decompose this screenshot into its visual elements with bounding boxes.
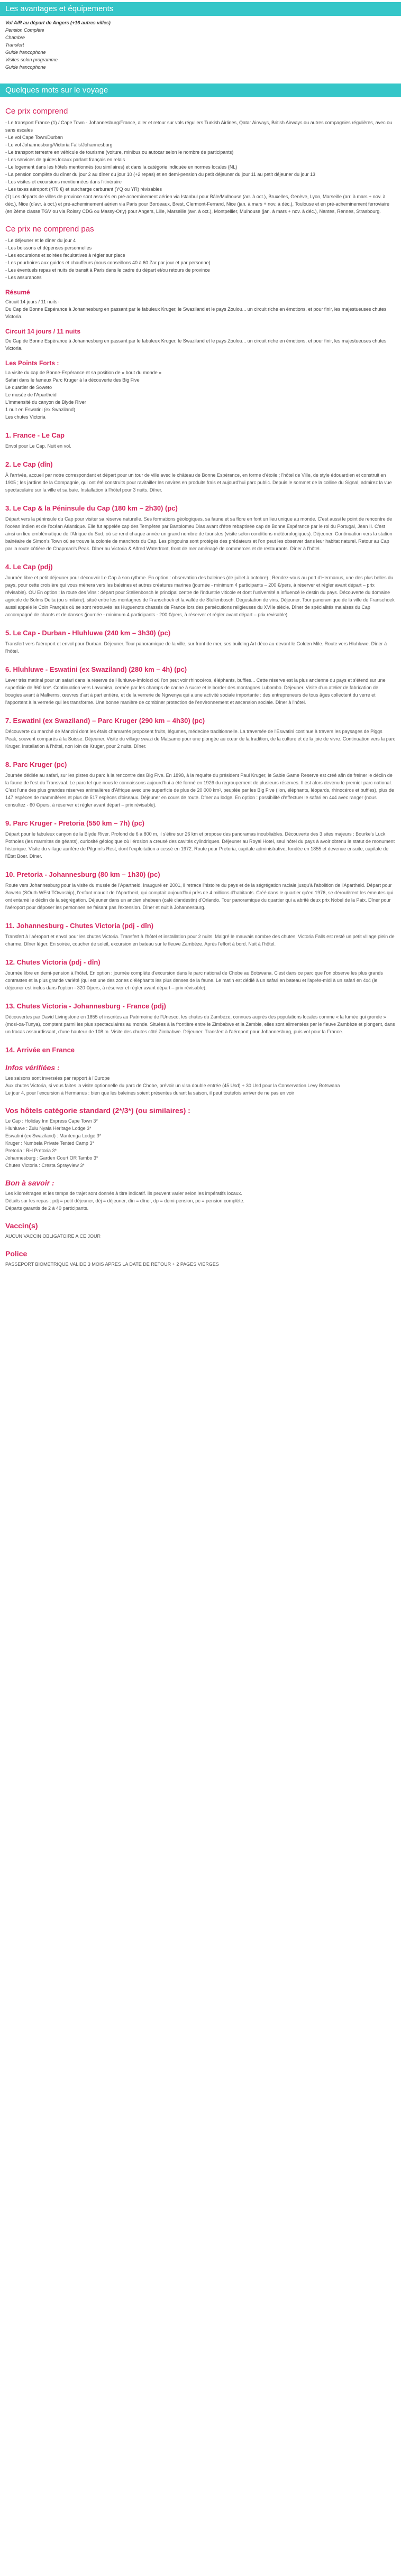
included-line: - Les taxes aéroport (470 €) et surcharge carburant (YQ ou YR) révisables	[5, 187, 162, 192]
included-section	[0, 107, 401, 215]
included-title: Ce prix comprend	[5, 107, 68, 116]
day-description: Départ pour le fabuleux canyon de la Blyde River. Profond de 6 à 800 m, il s'étire sur 26 km et propose des panoramas inoubliables. Découverte des 3 sites majeurs : Bourke's Luck Potholes (les marmites de géants), curiosité géologique où l'érosion a creusé des cavités cylindriques. Déjeuner au Royal Hotel, seul hôtel du pays à avoir obtenu le statut de monument historique. Visite du village aurifère de Pilgrim's Rest, dont l'exploitation a cessé en 1972. Route pour Pretoria, capitale administrative, fondée en 1855 et devenue ensuite, capitale de l'État Boer. Dîner.	[5, 831, 395, 859]
included-line: - La pension complète du dîner du jour 2 au dîner du jour 10 (+2 repas) et en demi-pension du petit déjeuner du jour 11 au petit déjeuner du jour 13	[5, 172, 315, 177]
circuit-section	[0, 328, 401, 352]
excluded-line: - Les excursions et soirées facultatives à régler sur place	[5, 253, 125, 258]
itinerary-day	[0, 504, 401, 552]
itinerary-day	[0, 1002, 401, 1035]
itinerary-day	[0, 665, 401, 706]
day-title: 2. Le Cap (dîn)	[5, 460, 53, 468]
excluded-text	[5, 237, 396, 281]
day-title: 4. Le Cap (pdj)	[5, 563, 53, 571]
good-to-know-line: Les kilométrages et les temps de trajet sont donnés à titre indicatif. Ils peuvent varier selon les impératifs locaux.	[5, 1191, 242, 1196]
excluded-title: Ce prix ne comprend pas	[5, 225, 94, 234]
amenities-band	[0, 2, 401, 16]
day-title: 5. Le Cap - Durban - Hluhluwe (240 km – 3h30) (pc)	[5, 629, 171, 637]
amenity-item: Vol A/R au départ de Angers (+16 autres villes)	[5, 20, 111, 25]
itinerary-day	[0, 819, 401, 860]
hotel-line: Pretoria : RH Pretoria 3*	[5, 1148, 57, 1153]
good-to-know-title: Bon à savoir :	[5, 1179, 54, 1187]
excluded-line: - Les pourboires aux guides et chauffeurs (nous conseillons 40 à 60 Zar par jour et par personne)	[5, 260, 211, 265]
hotel-line: Chutes Victoria : Cresta Sprayview 3*	[5, 1163, 85, 1168]
itinerary-day	[0, 629, 401, 655]
excluded-line: - Les assurances	[5, 275, 42, 280]
day-description: Découverte du marché de Manzini dont les étals chamarrés proposent fruits, légumes, médecine traditionnelle. La traversée de l'Eswatini continue à travers les paysages de Piggs Peak, souvent comparés à la Suisse. Déjeuner. Visite du village swazi de Matsamo pour une plongée au cœur de la tradition, de la culture et de la joie de vivre. Continuation vers la parc Kruger. Installation à l'hôtel, non loin de Kruger, pour 2 nuits. Dîner.	[5, 729, 396, 749]
day-description: Transfert vers l'aéroport et envol pour Durban. Déjeuner. Tour panoramique de la ville, sur front de mer, ses building Art déco au-devant le Golden Mile. Route vers Hluhluwe. Dîner à l'hôtel.	[5, 641, 387, 654]
useful-info-text	[5, 1074, 396, 1097]
day-description: Lever très matinal pour un safari dans la réserve de Hluhluwe-Imfolozi où l'on peut voir rhinocéros, éléphants, buffles... Cette réserve est la plus ancienne du pays et s'étend sur une superficie de 960 km². Continuation vers Lavumisa, cernée par les champs de canne à sucre et le border des montagnes Lubombo. Déjeuner. Visite d'un atelier de fabrication de bougies avant à Malkerns, œuvres d'art à part entière, et de la verrerie de Ngwenya qui a une activité sociale importante : des entrepreneurs de tous âges collectent du verre et l'apportent à la verrerie qui les transforme. Une bonne manière de combiner protection de l'environnement et ascension sociale. Dîner à l'hôtel.	[5, 678, 386, 705]
hotel-line: Kruger : Numbela Private Tented Camp 3*	[5, 1141, 94, 1146]
good-to-know-section	[0, 1179, 401, 1212]
day-title: 10. Pretoria - Johannesburg (80 km – 1h30) (pc)	[5, 870, 160, 878]
day-description: Route vers Johannesburg pour la visite du musée de l'Apartheid. Inauguré en 2001, il retrace l'histoire du pays et de la ségrégation raciale jusqu'à l'abolition de l'Apartheid. Départ pour Soweto (SOuth WEst TOwnship), l'enfant maudit de l'Apartheid, qui comptait aujourd'hui près de 4 millions d'habitants. Créé dans le quartier qu'en 1976, se déroulèrent les émeutes qui ont entamé le déclin de la ségrégation. Déjeuner dans un ancien shebeen (café clandestin) d'Orlando. Tour panoramique du quartier qui a abrité deux prix Nobel de la Paix. Dîner pour l'aéroport pour déposer les personnes ne faisant pas l'extension. Dîner et nuit à Johannesburg.	[5, 883, 394, 910]
words-title: Quelques mots sur le voyage	[5, 86, 108, 95]
useful-info-line: Les saisons sont inversées par rapport à l'Europe	[5, 1076, 110, 1081]
circuit-text: Du Cap de Bonne Espérance à Johannesburg en passant par le fabuleux Kruger, le Swaziland et le pays Zoulou... un circuit riche en émotions, et pour finir, les majestueuses chutes Victoria.	[5, 338, 387, 351]
amenities-title: Les avantages et équipements	[5, 4, 114, 13]
hotel-line: Eswatini (ex Swaziland) : Mantenga Lodge 3*	[5, 1133, 102, 1138]
day-description: Transfert à l'aéroport et envol pour les chutes Victoria. Transfert à l'hôtel et installation pour 2 nuits. Malgré le mauvais nombre des chutes, Victoria Falls est resté un petit village plein de charme. Dîner léger. En soirée, coucher de soleil, excursion en bateau sur le fleuve Zambèze. Après l'effort à bord. Nuit à l'hôtel.	[5, 934, 395, 947]
itinerary	[0, 431, 401, 1054]
highlight-line: Les chutes Victoria	[5, 414, 45, 420]
excluded-line: - Les éventuels repas et nuits de transit à Paris dans le cadre du départ et/ou retours de province	[5, 267, 210, 273]
police-text: PASSEPORT BIOMETRIQUE VALIDE 3 MOIS APRES LA DATE DE RETOUR + 2 PAGES VIERGES	[5, 1262, 219, 1267]
day-title: 11. Johannesburg - Chutes Victoria (pdj - dîn)	[5, 922, 154, 930]
words-band	[0, 84, 401, 97]
good-to-know-line: Départs garantis de 2 à 40 participants.	[5, 1206, 89, 1211]
useful-info-line: Aux chutes Victoria, si vous faites la visite optionnelle du parc de Chobe, prévoir un visa double entrée (45 Usd) + 30 Usd pour la Conservation Levy Botswana	[5, 1083, 340, 1088]
useful-info-line: Le jour 4, pour l'excursion à Hermanus : bien que les baleines soient présentes durant la saison, il peut toutefois arriver de ne pas en voir	[5, 1090, 295, 1096]
day-title: 13. Chutes Victoria - Johannesburg - France (pdj)	[5, 1002, 166, 1010]
day-title: 1. France - Le Cap	[5, 431, 65, 439]
vaccines-text: AUCUN VACCIN OBLIGATOIRE A CE JOUR	[5, 1234, 101, 1239]
highlight-line: Safari dans le fameux Parc Kruger à la découverte des Big Five	[5, 377, 140, 383]
excluded-line: - Les boissons et dépenses personnelles	[5, 245, 92, 251]
amenity-item: Transfert	[5, 42, 24, 48]
included-line: - Les services de guides locaux parlant français en relais	[5, 157, 125, 162]
vaccines-section	[0, 1221, 401, 1240]
itinerary-day	[0, 717, 401, 750]
day-description: À l'arrivée, accueil par notre correspondant et départ pour un tour de ville avec le château de Bonne Espérance, en forme d'étoile ; l'hôtel de Ville, de style édouardien et construit en 1905 ; les jardins de la Compagnie, qui ont été construits pour ravitailler les navires en produits frais et aujourd'hui parc public. Depuis le sommet de la colline du Signal, admirez la vue spectaculaire sur la ville et sa baie. Installation à l'hôtel pour 3 nuits. Dîner.	[5, 472, 392, 493]
day-description: Journée libre et petit déjeuner pour découvrir Le Cap à son rythme. En option : observation des baleines (de juillet à octobre) ; Rendez-vous au port d'Hermanus, une des plus belles du pays, pour cette croisière qui vous mènera vers les baleines et autres créatures marines (journée - minimum 4 participants – 200 €/pers, à réserver et régler avant départ – prix révisable). OU En option : la route des Vins : départ pour Stellenbosch le principal centre de l'industrie viticole et dont l'université a influencé le destin du pays. Découverte du domaine agricole de Solms Delta (ou similaire), situé entre les montagnes de Franschoek et la vallée de Stellenbosch. Dégustation de vins. Déjeuner. Tour panoramique de la ville de Franschoek aussi appelé le Coin Français où se sont retrouvés les Huguenots chassés de France lors des persécutions religieuses du XVIIe siècle. Dîner de spécialités malaises du Cap accompagné de chants et de danses (journée - minimum 4 participants - 200 €/pers, à réserver et régler avant départ – prix révisable).	[5, 575, 395, 617]
day-title: 3. Le Cap & la Péninsule du Cap (180 km – 2h30) (pc)	[5, 504, 178, 512]
itinerary-day	[0, 870, 401, 911]
day-title: 7. Eswatini (ex Swaziland) – Parc Kruger (290 km – 4h30) (pc)	[5, 717, 205, 725]
highlight-line: 1 nuit en Eswatini (ex Swaziland)	[5, 407, 76, 412]
day-title: 9. Parc Kruger - Pretoria (550 km – 7h) (pc)	[5, 819, 144, 827]
highlights-title: Les Points Forts :	[5, 359, 59, 367]
day-description: Envol pour Le Cap. Nuit en vol.	[5, 443, 71, 449]
included-line: - Les visites et excursions mentionnées dans l'itinéraire	[5, 179, 122, 184]
summary-text	[5, 298, 396, 320]
good-to-know-line: Détails sur les repas : pdj = petit déjeuner, déj = déjeuner, dîn = dîner, dp = demi-pension, pc = pension complète.	[5, 1198, 245, 1203]
hotel-line: Le Cap : Holiday Inn Express Cape Town 3*	[5, 1118, 98, 1124]
amenity-item: Pension Complète	[5, 27, 44, 33]
highlights-text	[5, 369, 396, 421]
included-line: - Le transport terrestre en véhicule de tourisme (voiture, minibus ou autocar selon le nombre de participants)	[5, 150, 234, 155]
amenity-item: Chambre	[5, 35, 25, 40]
highlight-line: Le quartier de Soweto	[5, 385, 52, 390]
itinerary-day	[0, 761, 401, 809]
day-description: Départ vers la péninsule du Cap pour visiter sa réserve naturelle. Ses formations géologiques, sa faune et sa flore en font un lieu unique au monde. C'est aussi le point de rencontre de l'océan Indien et de l'océan Atlantique. Elle fut appelée cap des Tempêtes par Bartolomeu Dias avant d'être rebaptisée cap de Bonne Espérance par le roi du Portugal, Jean II. C'est ainsi un lieu emblématique de l'Afrique du Sud, où se rend chaque année un grand nombre de touristes (visite selon conditions météorologiques). Déjeuner. Continuation vers la station balnéaire de Simon's Town où se trouve la colonie de manchots du Cap. Les pingouins sont protégés des prédateurs et l'on peut les observer dans leur habitat naturel. Retour au Cap par la route côtière de Chapman's Peak. Dîner au Victoria & Alfred Waterfront, front de mer aménagé de commerces et de restaurants. Dîner à l'hôtel.	[5, 516, 393, 551]
excluded-line: - Le déjeuner et le dîner du jour 4	[5, 238, 76, 243]
police-section	[0, 1249, 401, 1268]
amenities-list	[0, 19, 401, 71]
included-line: - Le vol Johannesburg/Victoria Falls/Johannesburg	[5, 142, 113, 147]
summary-line: Du Cap de Bonne Espérance à Johannesburg en passant par le fabuleux Kruger, le Swaziland et le pays Zoulou... un circuit riche en émotions, et pour finir, les majestueuses chutes Victoria.	[5, 307, 387, 319]
amenity-item: Guide francophone	[5, 50, 46, 55]
useful-info-title: Infos vérifiées :	[5, 1063, 60, 1072]
amenity-item: Guide francophone	[5, 64, 46, 70]
itinerary-day	[0, 431, 401, 450]
highlight-line: La visite du cap de Bonne-Espérance et sa position de « bout du monde »	[5, 370, 162, 375]
hotel-line: Hluhluwe : Zulu Nyala Heritage Lodge 3*	[5, 1126, 92, 1131]
day-title: 8. Parc Kruger (pc)	[5, 761, 67, 768]
day-title: 14. Arrivée en France	[5, 1046, 75, 1054]
highlight-line: Le musée de l'Apartheid	[5, 392, 57, 397]
day-description: Journée libre en demi-pension à l'hôtel. En option : journée complète d'excursion dans le parc national de Chobe au Botswana. C'est dans ce parc que l'on observe les plus grands contrastes et la plus grande variété (qui est une des zones d'éléphants les plus denses de la faune. Le matin est dédié à un safari en bateau et l'après-midi à un safari en 4x4 (le déjeuner est inclus dans l'option - 320 €/pers, à réserver et régler avant départ – prix révisable).	[5, 970, 383, 990]
day-title: 12. Chutes Victoria (pdj - dîn)	[5, 958, 101, 966]
highlight-line: L'immensité du canyon de Blyde River	[5, 400, 86, 405]
highlights-section	[0, 359, 401, 421]
vaccines-title: Vaccin(s)	[5, 1221, 38, 1230]
day-title: 6. Hluhluwe - Eswatini (ex Swaziland) (280 km – 4h) (pc)	[5, 665, 187, 673]
day-description: Journée dédiée au safari, sur les pistes du parc à la rencontre des Big Five. En 1898, à la requête du président Paul Kruger, le Sabie Game Reserve est créé afin de freiner le déclin de la faune de l'est du Transvaal. Le parc tel que nous le connaissons aujourd'hui a été formé en 1926 du regroupement de plusieurs réserves. Il est alors devenu le premier parc national. C'est l'une des plus grandes réserves animalières d'Afrique avec une superficie de plus de 20 000 km², peuplée par les Big Five (lion, éléphants, léopards, rhinocéros et buffles), plus de 147 espèces de mammifères et plus de 517 espèces d'oiseaux. Déjeuner en cours de route. Dîner au lodge. En option : possibilité d'effectuer le safari en 4x4 avec ranger (nous consultez - 60 €/pers, à réserver et régler avant départ – prix révisable).	[5, 773, 394, 808]
itinerary-day	[0, 922, 401, 948]
included-line: - Le transport France (1) / Cape Town - Johannesburg/France, aller et retour sur vols réguliers Turkish Airlines, Qatar Airways, British Airways ou autres compagnies régulières, avec ou sans escales	[5, 120, 393, 133]
circuit-title: Circuit 14 jours / 11 nuits	[5, 328, 81, 335]
day-description: Découvertes par David Livingstone en 1855 et inscrites au Patrimoine de l'Unesco, les chutes du Zambèze, connues auprès des populations locales comme « la fumée qui gronde » (mosi-oa-Tunya), comptent parmi les plus spectaculaires au monde. Situées à la frontière entre le Zimbabwe et la Zambie, elles sont alimentées par le fleuve Zambèze et plongent, dans un fracas assourdissant, d'une hauteur de 108 m. Visite des chutes côté Zimbabwe. Déjeuner. Transfert à l'aéroport pour Johannesburg, puis vol pour la France.	[5, 1014, 395, 1034]
included-text	[5, 119, 396, 215]
excluded-section	[0, 225, 401, 281]
included-line: - Le logement dans les hôtels mentionnés (ou similaires) et dans la catégorie indiquée en normes locales (NL)	[5, 164, 238, 170]
summary-title: Résumé	[5, 289, 30, 296]
hotels-title: Vos hôtels catégorie standard (2*/3*) (ou similaires) :	[5, 1106, 190, 1115]
itinerary-day	[0, 1046, 401, 1054]
summary-line: Circuit 14 jours / 11 nuits-	[5, 299, 59, 304]
summary-section	[0, 289, 401, 320]
useful-info-section	[0, 1063, 401, 1097]
hotels-section	[0, 1106, 401, 1169]
amenity-item: Visites selon programme	[5, 57, 58, 62]
good-to-know-text	[5, 1190, 396, 1212]
hotel-line: Johannesburg : Garden Court OR Tambo 3*	[5, 1155, 98, 1161]
hotels-text	[5, 1117, 396, 1169]
police-title: Police	[5, 1249, 28, 1258]
itinerary-day	[0, 460, 401, 494]
itinerary-day	[0, 958, 401, 992]
itinerary-day	[0, 563, 401, 618]
included-line: (1) Les départs de villes de province sont assurés en pré-acheminement aérien via Istanbul pour Bâle/Mulhouse (arr. à oct.), Bruxelles, Genève, Lyon, Marseille (arr. à mars + nov. à déc.), Nice (d'avr. à oct.) et pré-acheminement aérien via Paris pour Bordeaux, Brest, Clermont-Ferrand, Nice (jan. à mars + nov. à déc.), Toulouse et en pré-acheminement ferroviaire (en 2ème classe TGV ou via Roissy CDG ou Massy-Orly) pour Angers, Lille, Marseille (avr. à oct.), Montpellier, Mulhouse (jan. à mars + nov. à déc.), Nantes, Rennes, Strasbourg.	[5, 194, 389, 214]
included-line: - Le vol Cape Town/Durban	[5, 135, 63, 140]
